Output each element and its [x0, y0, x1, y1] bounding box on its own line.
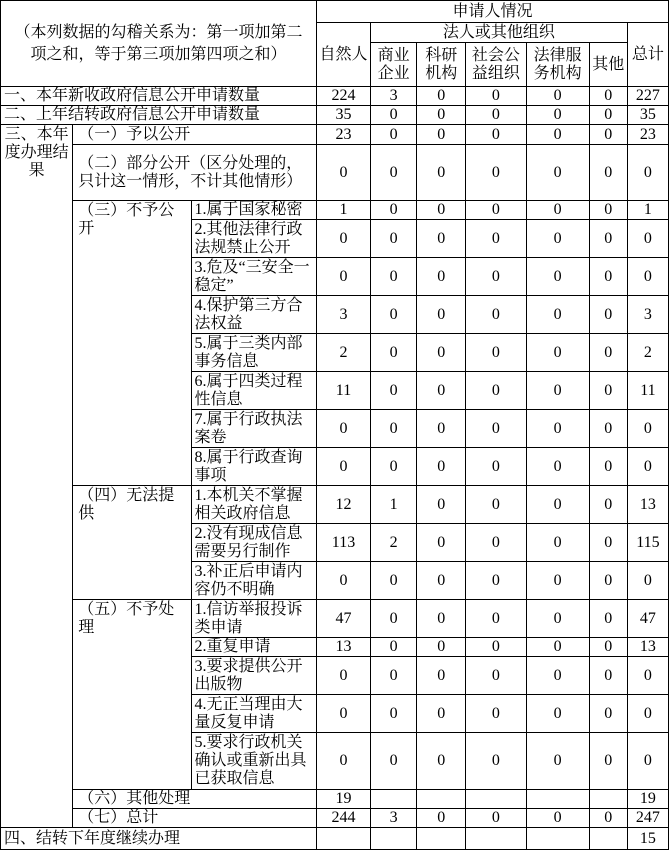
value-cell: 0 [316, 410, 370, 448]
value-cell: 0 [589, 334, 627, 372]
value-cell: 0 [417, 695, 466, 733]
header-col-public-welfare: 社会公益组织 [466, 43, 526, 87]
value-cell: 1 [627, 201, 668, 220]
value-cell: 13 [627, 638, 668, 657]
value-cell: 0 [466, 600, 526, 638]
value-cell: 2 [627, 334, 668, 372]
value-cell: 0 [526, 448, 589, 486]
value-cell: 0 [371, 296, 417, 334]
value-cell: 13 [316, 638, 370, 657]
value-cell: 0 [371, 657, 417, 695]
value-cell: 0 [526, 296, 589, 334]
value-cell: 247 [627, 809, 668, 828]
value-cell: 0 [371, 600, 417, 638]
row-label: （二）部分公开（区分处理的，只计这一情形，不计其他情形） [73, 145, 317, 201]
value-cell: 0 [627, 145, 668, 201]
value-cell: 0 [589, 657, 627, 695]
value-cell [417, 828, 466, 850]
value-cell: 0 [371, 448, 417, 486]
value-cell: 0 [627, 733, 668, 790]
value-cell: 0 [466, 410, 526, 448]
value-cell: 0 [466, 695, 526, 733]
value-cell: 0 [371, 106, 417, 125]
table-row [1, 87, 669, 106]
value-cell: 0 [526, 106, 589, 125]
value-cell: 0 [589, 410, 627, 448]
value-cell: 0 [466, 87, 526, 106]
value-cell: 244 [316, 809, 370, 828]
value-cell: 0 [417, 486, 466, 524]
value-cell: 0 [371, 258, 417, 296]
value-cell: 0 [417, 258, 466, 296]
value-cell: 0 [316, 258, 370, 296]
header-natural-person: 自然人 [316, 23, 370, 87]
value-cell: 0 [417, 448, 466, 486]
value-cell: 0 [466, 334, 526, 372]
value-cell: 0 [589, 733, 627, 790]
value-cell: 2 [371, 524, 417, 562]
value-cell: 0 [417, 125, 466, 145]
value-cell: 0 [627, 562, 668, 600]
value-cell: 23 [316, 125, 370, 145]
row-label: 1.信访举报投诉类申请 [191, 600, 316, 638]
row-label: 3.要求提供公开出版物 [191, 657, 316, 695]
value-cell: 0 [466, 524, 526, 562]
value-cell: 0 [526, 524, 589, 562]
value-cell [526, 790, 589, 809]
header-legal-org-group: 法人或其他组织 [371, 23, 628, 43]
value-cell: 12 [316, 486, 370, 524]
value-cell: 3 [627, 296, 668, 334]
table-row [1, 809, 669, 828]
value-cell: 227 [627, 87, 668, 106]
value-cell: 0 [466, 372, 526, 410]
header-col-business: 商业企业 [371, 43, 417, 87]
value-cell [371, 828, 417, 850]
value-cell: 3 [316, 296, 370, 334]
value-cell: 11 [627, 372, 668, 410]
value-cell: 0 [466, 145, 526, 201]
row-label: 3.危及“三安全一稳定” [191, 258, 316, 296]
value-cell: 0 [466, 201, 526, 220]
value-cell: 1 [316, 201, 370, 220]
value-cell: 2 [316, 334, 370, 372]
value-cell: 0 [526, 695, 589, 733]
value-cell: 0 [417, 220, 466, 258]
value-cell: 0 [417, 372, 466, 410]
value-cell: 0 [466, 733, 526, 790]
value-cell: 0 [417, 87, 466, 106]
row-label: 5.要求行政机关确认或重新出具已获取信息 [191, 733, 316, 790]
value-cell: 113 [316, 524, 370, 562]
value-cell: 0 [371, 372, 417, 410]
value-cell: 3 [371, 809, 417, 828]
value-cell: 0 [466, 638, 526, 657]
value-cell: 0 [589, 524, 627, 562]
value-cell: 0 [526, 410, 589, 448]
value-cell: 0 [417, 638, 466, 657]
row-label: 1.本机关不掌握相关政府信息 [191, 486, 316, 524]
value-cell: 0 [371, 733, 417, 790]
value-cell: 0 [589, 87, 627, 106]
value-cell: 0 [371, 125, 417, 145]
value-cell: 0 [371, 334, 417, 372]
value-cell [466, 828, 526, 850]
value-cell: 0 [417, 600, 466, 638]
category-label: （四）无法提供 [73, 486, 191, 600]
value-cell: 0 [371, 220, 417, 258]
row-label: 8.属于行政查询事项 [191, 448, 316, 486]
header-col-legal-service: 法律服务机构 [526, 43, 589, 87]
header-applicant-title: 申请人情况 [316, 1, 668, 23]
value-cell [316, 828, 370, 850]
value-cell: 0 [466, 809, 526, 828]
value-cell: 0 [417, 562, 466, 600]
table-row [1, 486, 669, 524]
header-col-research: 科研机构 [417, 43, 466, 87]
value-cell: 0 [627, 258, 668, 296]
value-cell: 0 [417, 201, 466, 220]
value-cell: 0 [627, 220, 668, 258]
value-cell: 0 [316, 733, 370, 790]
value-cell: 0 [627, 410, 668, 448]
value-cell: 0 [526, 87, 589, 106]
value-cell: 0 [526, 600, 589, 638]
table-row [1, 828, 669, 850]
value-cell: 0 [526, 145, 589, 201]
value-cell: 0 [371, 638, 417, 657]
row-label: （一）予以公开 [73, 125, 317, 145]
value-cell: 0 [589, 486, 627, 524]
value-cell: 11 [316, 372, 370, 410]
value-cell: 0 [589, 600, 627, 638]
value-cell: 47 [316, 600, 370, 638]
value-cell: 0 [371, 410, 417, 448]
table-row [1, 600, 669, 638]
value-cell: 0 [417, 657, 466, 695]
value-cell: 0 [466, 562, 526, 600]
row-label: 四、结转下年度继续办理 [1, 828, 317, 850]
row-label: 4.保护第三方合法权益 [191, 296, 316, 334]
category-label: （五）不予处理 [73, 600, 191, 790]
value-cell: 0 [526, 638, 589, 657]
value-cell: 224 [316, 87, 370, 106]
value-cell: 13 [627, 486, 668, 524]
value-cell: 0 [371, 562, 417, 600]
table-row [1, 790, 669, 809]
row-label: 4.无正当理由大量反复申请 [191, 695, 316, 733]
value-cell: 0 [589, 562, 627, 600]
row-label: 一、本年新收政府信息公开申请数量 [1, 87, 317, 106]
value-cell [371, 790, 417, 809]
value-cell: 0 [466, 657, 526, 695]
value-cell: 0 [526, 125, 589, 145]
row-label: 1.属于国家秘密 [191, 201, 316, 220]
row-label: 2.其他法律行政法规禁止公开 [191, 220, 316, 258]
header-total: 总计 [627, 23, 668, 87]
value-cell: 0 [526, 334, 589, 372]
category-label: （三）不予公开 [73, 201, 191, 486]
value-cell: 19 [627, 790, 668, 809]
value-cell: 35 [627, 106, 668, 125]
value-cell: 0 [316, 220, 370, 258]
section-result-label: 三、本年度办理结果 [1, 125, 73, 828]
header-col-other: 其他 [589, 43, 627, 87]
table-row [1, 125, 669, 145]
value-cell: 0 [466, 486, 526, 524]
value-cell: 0 [371, 145, 417, 201]
value-cell: 0 [526, 809, 589, 828]
row-label: 5.属于三类内部事务信息 [191, 334, 316, 372]
row-label: 2.重复申请 [191, 638, 316, 657]
table-row [1, 201, 669, 220]
value-cell: 47 [627, 600, 668, 638]
value-cell: 0 [526, 258, 589, 296]
value-cell: 0 [466, 125, 526, 145]
table-row [1, 106, 669, 125]
row-label: （七）总计 [73, 809, 317, 828]
value-cell: 1 [371, 486, 417, 524]
value-cell: 0 [526, 733, 589, 790]
value-cell: 35 [316, 106, 370, 125]
value-cell: 0 [589, 258, 627, 296]
table-row [1, 145, 669, 201]
value-cell: 0 [627, 448, 668, 486]
value-cell: 0 [589, 296, 627, 334]
value-cell: 0 [371, 201, 417, 220]
value-cell: 0 [417, 145, 466, 201]
value-cell: 0 [589, 695, 627, 733]
row-label: 二、上年结转政府信息公开申请数量 [1, 106, 317, 125]
value-cell: 15 [627, 828, 668, 850]
value-cell: 0 [466, 106, 526, 125]
value-cell [589, 828, 627, 850]
value-cell: 3 [371, 87, 417, 106]
value-cell: 0 [526, 562, 589, 600]
row-label: （六）其他处理 [73, 790, 317, 809]
value-cell: 0 [589, 372, 627, 410]
value-cell: 0 [466, 220, 526, 258]
value-cell: 0 [589, 145, 627, 201]
value-cell [417, 790, 466, 809]
value-cell: 115 [627, 524, 668, 562]
value-cell: 0 [526, 372, 589, 410]
value-cell: 0 [526, 657, 589, 695]
value-cell: 0 [417, 334, 466, 372]
value-cell: 0 [589, 638, 627, 657]
value-cell: 0 [589, 809, 627, 828]
value-cell: 0 [589, 448, 627, 486]
value-cell: 0 [526, 220, 589, 258]
value-cell: 0 [466, 258, 526, 296]
row-label: 2.没有现成信息需要另行制作 [191, 524, 316, 562]
value-cell: 0 [417, 733, 466, 790]
value-cell: 0 [417, 296, 466, 334]
value-cell: 0 [526, 486, 589, 524]
value-cell: 0 [417, 809, 466, 828]
value-cell: 23 [627, 125, 668, 145]
row-label: 7.属于行政执法案卷 [191, 410, 316, 448]
value-cell: 0 [589, 201, 627, 220]
value-cell: 0 [627, 695, 668, 733]
value-cell: 0 [371, 695, 417, 733]
value-cell: 0 [417, 524, 466, 562]
value-cell: 0 [466, 448, 526, 486]
value-cell: 0 [316, 562, 370, 600]
value-cell: 0 [589, 125, 627, 145]
row-label: 3.补正后申请内容仍不明确 [191, 562, 316, 600]
value-cell [466, 790, 526, 809]
value-cell [526, 828, 589, 850]
note-cell: （本列数据的勾稽关系为：第一项加第二项之和，等于第三项加第四项之和） [1, 1, 317, 87]
row-label: 6.属于四类过程性信息 [191, 372, 316, 410]
value-cell: 0 [417, 106, 466, 125]
value-cell: 0 [316, 695, 370, 733]
header-row-1 [1, 1, 669, 23]
value-cell: 0 [526, 201, 589, 220]
value-cell: 0 [589, 220, 627, 258]
value-cell: 0 [316, 145, 370, 201]
value-cell [589, 790, 627, 809]
value-cell: 0 [316, 657, 370, 695]
value-cell: 0 [466, 296, 526, 334]
value-cell: 0 [417, 410, 466, 448]
value-cell: 0 [627, 657, 668, 695]
value-cell: 19 [316, 790, 370, 809]
value-cell: 0 [316, 448, 370, 486]
value-cell: 0 [589, 106, 627, 125]
